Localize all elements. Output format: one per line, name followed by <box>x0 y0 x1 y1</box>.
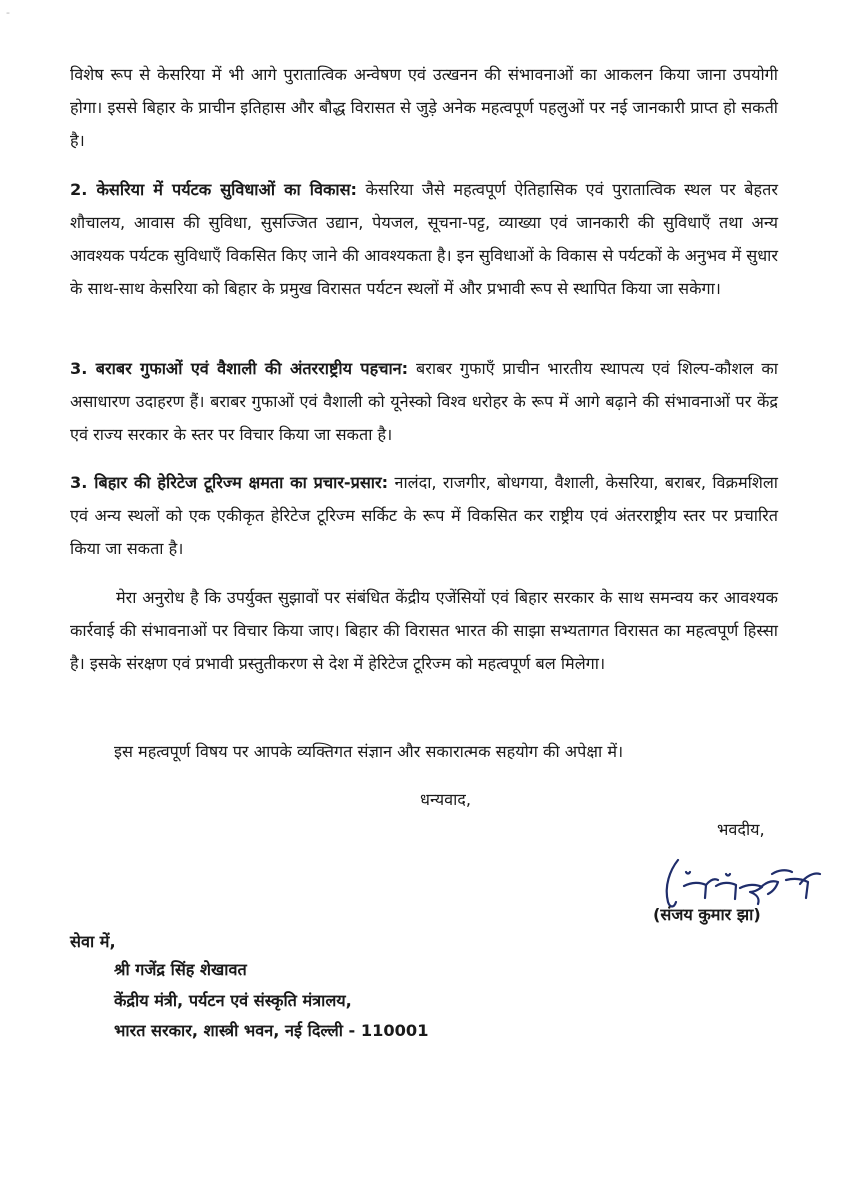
barabar-vaishali-heading: 3. बराबर गुफाओं एवं वैशाली की अंतरराष्ट्रीय पहचान: <box>70 359 409 378</box>
corner-mark: - <box>6 6 10 19</box>
tourist-facilities-heading: 2. केसरिया में पर्यटक सुविधाओं का विकास: <box>70 180 357 199</box>
recipient-label: सेवा में, <box>70 932 116 951</box>
signer-name: (संजय कुमार झा) <box>653 905 761 924</box>
recipient-designation: केंद्रीय मंत्री, पर्यटन एवं संस्कृति मंत्रालय, <box>114 991 352 1010</box>
intro-paragraph: विशेष रूप से केसरिया में भी आगे पुरातात्विक अन्वेषण एवं उत्खनन की संभावनाओं का आकलन किया जाना उपयोगी होगा। इससे बिहार के प्राचीन इतिहास और बौद्ध विरासत से जुड़े अनेक महत्वपूर्ण पहलुओं पर नई जानकारी प्राप्त हो सकती है। <box>70 65 778 150</box>
heritage-promotion-heading: 3. बिहार की हेरिटेज टूरिज्म क्षमता का प्रचार-प्रसार: <box>70 473 389 492</box>
closing-line: इस महत्वपूर्ण विषय पर आपके व्यक्तिगत संज्ञान और सकारात्मक सहयोग की अपेक्षा में। <box>114 742 624 761</box>
request-paragraph: मेरा अनुरोध है कि उपर्युक्त सुझावों पर संबंधित केंद्रीय एजेंसियों एवं बिहार सरकार के साथ समन्वय कर आवश्यक कार्रवाई की संभावनाओं पर विचार किया जाए। बिहार की विरासत भारत की साझा सभ्यतागत विरासत का महत्वपूर्ण हिस्सा है। इसके संरक्षण एवं प्रभावी प्रस्तुतीकरण से देश में हेरिटेज टूरिज्म को महत्वपूर्ण बल मिलेगा। <box>70 588 778 673</box>
tourist-facilities-paragraph <box>70 173 778 305</box>
tourist-facilities-body: केसरिया जैसे महत्वपूर्ण ऐतिहासिक एवं पुरातात्विक स्थल पर बेहतर शौचालय, आवास की सुविधा, सुसज्जित उद्यान, पेयजल, सूचना-पट्ट, व्याख्या एवं जानकारी की सुविधाएँ तथा अन्य आवश्यक पर्यटक सुविधाएँ विकसित किए जाने की आवश्यकता है। इन सुविधाओं के विकास से पर्यटकों के अनुभव में सुधार के साथ-साथ केसरिया को बिहार के प्रमुख विरासत पर्यटन स्थलों में और प्रभावी रूप से स्थापित किया जा सकेगा। <box>70 180 778 298</box>
yours-sincerely-text: भवदीय, <box>717 820 765 839</box>
heritage-promotion-paragraph <box>70 466 778 565</box>
recipient-address: भारत सरकार, शास्त्री भवन, नई दिल्ली - 110001 <box>114 1021 429 1040</box>
thanks-text: धन्यवाद, <box>420 790 472 809</box>
barabar-vaishali-paragraph <box>70 352 778 451</box>
heritage-promotion-body: नालंदा, राजगीर, बोधगया, वैशाली, केसरिया, बराबर, विक्रमशिला एवं अन्य स्थलों को एक एकीकृत हेरिटेज टूरिज्म सर्किट के रूप में विकसित कर राष्ट्रीय एवं अंतरराष्ट्रीय स्तर पर प्रचारित किया जा सकता है। <box>70 473 778 558</box>
recipient-name: श्री गजेंद्र सिंह शेखावत <box>114 960 247 979</box>
barabar-vaishali-body: बराबर गुफाएँ प्राचीन भारतीय स्थापत्य एवं शिल्प-कौशल का असाधारण उदाहरण हैं। बराबर गुफाओं एवं वैशाली को यूनेस्को विश्व धरोहर के रूप में आगे बढ़ाने की संभावनाओं पर केंद्र एवं राज्य सरकार के स्तर पर विचार किया जा सकता है। <box>70 359 778 444</box>
